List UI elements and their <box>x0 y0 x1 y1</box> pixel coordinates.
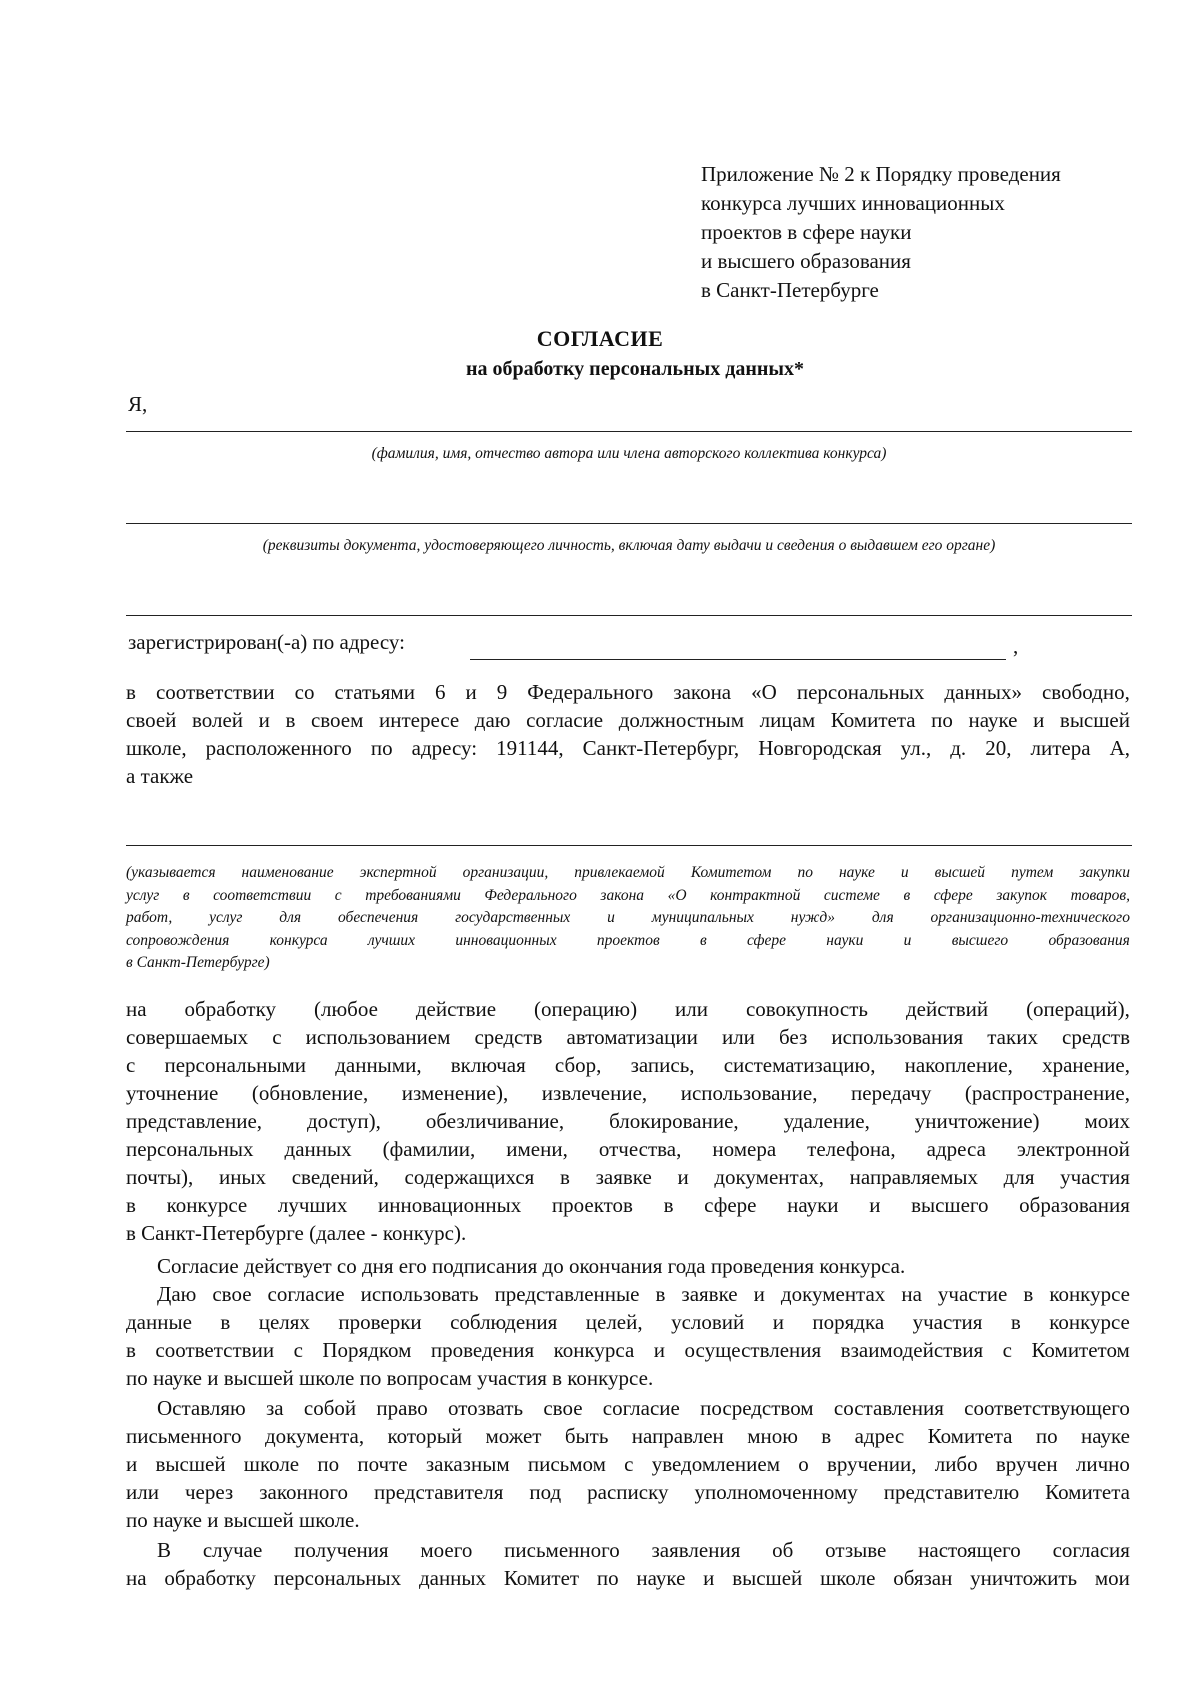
paragraph-line: персональных данных (фамилии, имени, отчества, номера телефона, адреса электронной <box>126 1137 1130 1161</box>
appendix-note <box>701 160 1141 305</box>
document-field-line <box>126 523 1132 524</box>
caption-line: (указывается наименование экспертной организации, привлекаемой Комитетом по науке и высшей путем закупки <box>126 864 1130 881</box>
blank-field-line <box>126 615 1132 616</box>
paragraph-line: по науке и высшей школе. <box>126 1508 360 1532</box>
paragraph-line: Согласие действует со дня его подписания до окончания года проведения конкурса. <box>157 1254 906 1278</box>
document-caption: (реквизиты документа, удостоверяющего личность, включая дату выдачи и сведения о выдавшем его органе) <box>262 537 996 554</box>
caption-line: услуг в соответствии с требованиями Федерального закона «О контрактной системе в сфере закупок товаров, <box>126 886 1130 904</box>
paragraph-line: а также <box>126 764 194 788</box>
paragraph-line: Даю свое согласие использовать представленные в заявке и документах на участие в конкурсе <box>157 1282 1130 1306</box>
paragraph-line: в соответствии с Порядком проведения конкурса и осуществления взаимодействия с Комитетом <box>126 1338 1130 1362</box>
ya-label: Я, <box>128 392 148 416</box>
appendix-line: в Санкт-Петербурге <box>701 278 879 302</box>
caption-line: в Санкт-Петербурге) <box>126 954 270 971</box>
consent-paragraph-4 <box>126 1280 1130 1392</box>
consent-paragraph-5 <box>126 1394 1130 1534</box>
name-field-line <box>126 431 1132 432</box>
address-comma: , <box>1013 634 1019 658</box>
consent-paragraph-6 <box>126 1536 1130 1592</box>
paragraph-line: по науке и высшей школе по вопросам участия в конкурсе. <box>126 1366 654 1390</box>
appendix-line: и высшего образования <box>701 249 911 273</box>
paragraph-line: или через законного представителя под расписку уполномоченному представителю Комитета <box>126 1480 1130 1504</box>
paragraph-line: в соответствии со статьями 6 и 9 Федерального закона «О персональных данных» свободно, <box>126 680 1130 704</box>
expert-organization-line <box>126 845 1132 846</box>
paragraph-line: почты), иных сведений, содержащихся в заявке и документах, направляемых для участия <box>126 1165 1130 1189</box>
consent-paragraph-3 <box>126 1252 1130 1280</box>
registered-address-label: зарегистрирован(-а) по адресу: <box>128 630 405 654</box>
paragraph-line: представление, доступ), обезличивание, блокирование, удаление, уничтожение) моих <box>126 1109 1130 1133</box>
paragraph-line: с персональными данными, включая сбор, запись, систематизацию, накопление, хранение, <box>126 1053 1130 1077</box>
paragraph-line: своей волей и в своем интересе даю согласие должностным лицам Комитета по науке и высшей <box>126 708 1130 732</box>
paragraph-line: письменного документа, который может быть направлен мною в адрес Комитета по науке <box>126 1424 1130 1448</box>
paragraph-line: совершаемых с использованием средств автоматизации или без использования таких средств <box>126 1025 1130 1049</box>
paragraph-line: уточнение (обновление, изменение), извлечение, использование, передачу (распространение, <box>126 1081 1130 1105</box>
address-field-line <box>470 659 1006 660</box>
name-caption: (фамилия, имя, отчество автора или члена авторского коллектива конкурса) <box>371 445 887 462</box>
document-subtitle: на обработку персональных данных* <box>466 358 804 380</box>
paragraph-line: на обработку (любое действие (операцию) или совокупность действий (операций), <box>126 997 1130 1021</box>
paragraph-line: В случае получения моего письменного заявления об отзыве настоящего согласия <box>157 1538 1130 1562</box>
appendix-line: Приложение № 2 к Порядку проведения <box>701 162 1061 186</box>
expert-organization-caption <box>126 862 1130 975</box>
caption-line: работ, услуг для обеспечения государственных и муниципальных нужд» для организационно-технического <box>126 909 1130 926</box>
appendix-line: проектов в сфере науки <box>701 220 912 244</box>
consent-paragraph-2 <box>126 995 1130 1247</box>
paragraph-line: в конкурсе лучших инновационных проектов в сфере науки и высшего образования <box>126 1193 1130 1217</box>
document-title: СОГЛАСИЕ <box>536 326 664 351</box>
caption-line: сопровождения конкурса лучших инновационных проектов в сфере науки и высшего образования <box>126 931 1130 949</box>
consent-paragraph-1 <box>126 678 1130 790</box>
paragraph-line: данные в целях проверки соблюдения целей, условий и порядка участия в конкурсе <box>126 1310 1130 1334</box>
paragraph-line: Оставляю за собой право отозвать свое согласие посредством составления соответствующего <box>157 1396 1130 1420</box>
paragraph-line: школе, расположенного по адресу: 191144, Санкт-Петербург, Новгородская ул., д. 20, литера А, <box>126 736 1130 760</box>
paragraph-line: и высшей школе по почте заказным письмом с уведомлением о вручении, либо вручен лично <box>126 1452 1130 1476</box>
paragraph-line: в Санкт-Петербурге (далее - конкурс). <box>126 1221 467 1245</box>
appendix-line: конкурса лучших инновационных <box>701 191 1005 215</box>
paragraph-line: на обработку персональных данных Комитет по науке и высшей школе обязан уничтожить мои <box>126 1566 1130 1590</box>
